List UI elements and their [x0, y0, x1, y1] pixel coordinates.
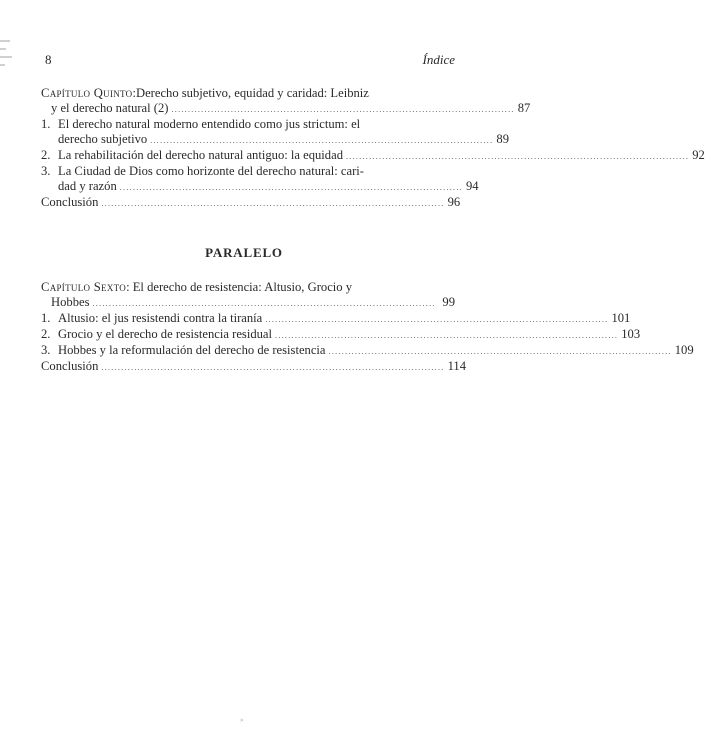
section-number: 1. — [41, 311, 51, 325]
chapter-title-line-1: :Derecho subjetivo, equidad y caridad: Leibniz — [132, 86, 369, 100]
toc-conclusion-entry[interactable] — [41, 195, 461, 211]
section-number: 3. — [41, 343, 51, 357]
section-title-line-2: dad y razón — [58, 179, 117, 193]
chapter-label: Capítulo Quinto — [41, 86, 133, 100]
running-head: Índice — [422, 52, 455, 67]
scan-margin-marks — [0, 40, 14, 80]
toc-section-entry[interactable] — [41, 327, 641, 343]
section-number: 3. — [41, 164, 51, 178]
dot-leader: ........................................................................................................ — [101, 199, 445, 208]
section-title-line-2: derecho subjetivo — [58, 132, 148, 146]
toc-section-entry[interactable] — [41, 164, 479, 195]
section-title-line-1: La Ciudad de Dios como horizonte del derecho natural: cari- — [58, 164, 364, 178]
toc-chapter-5 — [41, 86, 705, 211]
toc-chapter-title[interactable] — [41, 280, 455, 311]
toc-chapter-6 — [41, 280, 694, 375]
chapter-title-line-2: Hobbes — [51, 295, 90, 309]
toc-page-number: 87 — [517, 101, 531, 115]
section-title-line-1: Hobbes y la reformulación del derecho de resistencia — [58, 343, 326, 357]
toc-page-number: 103 — [621, 327, 641, 341]
toc-page-number: 89 — [496, 132, 509, 146]
section-title-line-1: El derecho natural moderno entendido como jus strictum: el — [58, 117, 361, 131]
toc-section-entry[interactable] — [41, 343, 694, 359]
toc-page-number: 114 — [447, 359, 467, 373]
chapter-label: Capítulo Sexto — [41, 280, 127, 294]
conclusion-label: Conclusión — [41, 195, 99, 209]
toc-page-number: 99 — [442, 295, 455, 309]
page-number: 8 — [45, 52, 52, 67]
section-number: 1. — [41, 117, 51, 131]
toc-section-entry[interactable] — [41, 117, 509, 148]
chapter-title-line-2: y el derecho natural (2) — [51, 101, 169, 115]
toc-page-number: 109 — [674, 343, 694, 357]
dot-leader: ........................................................................................................ — [328, 347, 672, 356]
conclusion-label: Conclusión — [41, 359, 99, 373]
toc-page-number: 96 — [447, 195, 461, 209]
dot-leader: ........................................................................................................ — [171, 105, 515, 114]
section-heading: PARALELO — [205, 245, 283, 260]
dot-leader: ........................................................................................................ — [346, 152, 690, 161]
toc-chapter-title[interactable] — [41, 86, 531, 117]
dot-leader: ........................................................................................................ — [119, 183, 463, 192]
toc-conclusion-entry[interactable] — [41, 359, 467, 375]
scan-artifact-mark: » — [240, 716, 244, 724]
dot-leader: ........................................................................................................ — [275, 331, 619, 340]
section-title-line-1: La rehabilitación del derecho natural antiguo: la equidad — [58, 148, 343, 162]
section-number: 2. — [41, 327, 51, 341]
section-title-line-1: Altusio: el jus resistendi contra la tiranía — [58, 311, 263, 325]
section-number: 2. — [41, 148, 51, 162]
toc-page-number: 101 — [611, 311, 631, 325]
dot-leader: ........................................................................................................ — [150, 136, 494, 145]
toc-page-number: 94 — [465, 179, 479, 193]
dot-leader: ........................................................................................................ — [101, 363, 445, 372]
toc-section-entry[interactable] — [41, 148, 705, 164]
dot-leader: ........................................................................................................ — [265, 315, 609, 324]
dot-leader: ........................................................................................................ — [92, 299, 436, 308]
toc-section-entry[interactable] — [41, 311, 631, 327]
toc-page-number: 92 — [692, 148, 705, 162]
section-title-line-1: Grocio y el derecho de resistencia residual — [58, 327, 273, 341]
chapter-title-line-1: : El derecho de resistencia: Altusio, Grocio y — [126, 280, 353, 294]
